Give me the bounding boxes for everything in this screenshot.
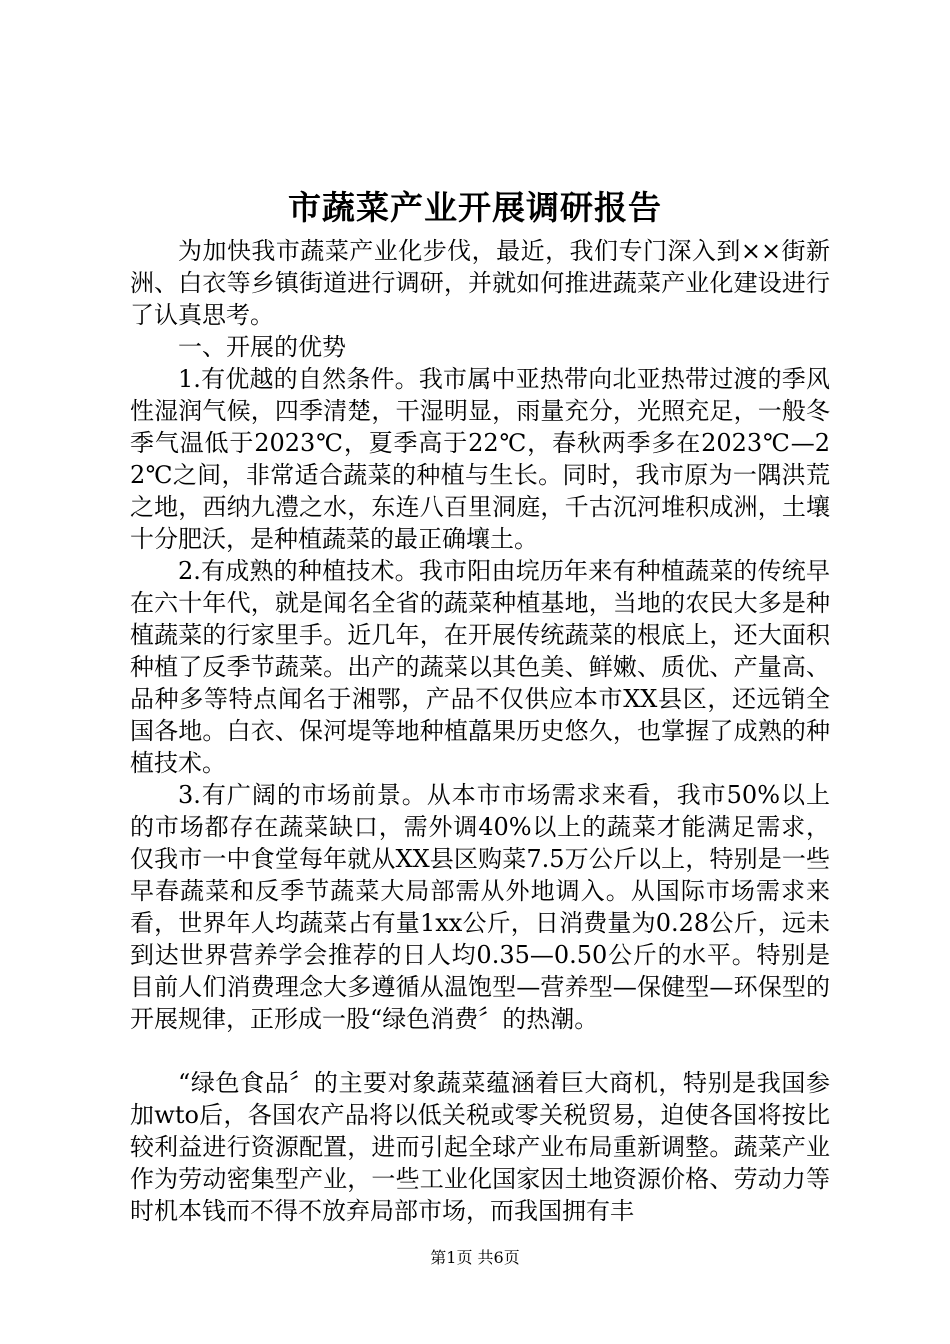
- paragraph-intro: 为加快我市蔬菜产业化步伐，最近，我们专门深入到××街新洲、白衣等乡镇街道进行调研，并就如何推进蔬菜产业化建设进行了认真思考。: [130, 237, 830, 329]
- document-title: 市蔬菜产业开展调研报告: [288, 188, 662, 227]
- document-body: [130, 235, 830, 1227]
- paragraph-natural-conditions: 1.有优越的自然条件。我市属中亚热带向北亚热带过渡的季风性湿润气候，四季清楚，干湿明显，雨量充分，光照充足，一般冬季气温低于2023℃，夏季高于22℃，春秋两季多在2023℃—22℃之间，非常适合蔬菜的种植与生长。同时，我市原为一隅洪荒之地，西纳九澧之水，东连八百里洞庭，千古沉河堆积成洲，土壤十分肥沃，是种植蔬菜的最正确壤土。: [130, 365, 830, 553]
- page-number: 第1页 共6页: [430, 1248, 520, 1267]
- section-heading: 一、开展的优势: [178, 333, 346, 361]
- paragraph-market-prospects: 3.有广阔的市场前景。从本市市场需求来看，我市50%以上的市场都存在蔬菜缺口，需外调40%以上的蔬菜才能满足需求，仅我市一中食堂每年就从XX县区购菜7.5万公斤以上，特别是一些早春蔬菜和反季节蔬菜大局部需从外地调入。从国际市场需求来看，世界年人均蔬菜占有量1xx公斤，日消费量为0.28公斤，远未到达世界营养学会推荐的日人均0.35—0.50公斤的水平。特别是目前人们消费理念大多遵循从温饱型—营养型—保健型—环保型的开展规律，正形成一股“绿色消费〞的热潮。: [130, 781, 830, 1033]
- paragraph-planting-technology: 2.有成熟的种植技术。我市阳由垸历年来有种植蔬菜的传统早在六十年代，就是闻名全省的蔬菜种植基地，当地的农民大多是种植蔬菜的行家里手。近几年，在开展传统蔬菜的根底上，还大面积种植了反季节蔬菜。出产的蔬菜以其色美、鲜嫩、质优、产量高、品种多等特点闻名于湘鄂，产品不仅供应本市XX县区，还远销全国各地。白衣、保河堤等地种植藠果历史悠久，也掌握了成熟的种植技术。: [130, 557, 830, 777]
- paragraph-green-food: “绿色食品〞的主要对象蔬菜蕴涵着巨大商机，特别是我国参加wto后，各国农产品将以低关税或零关税贸易，迫使各国将按比较利益进行资源配置，进而引起全球产业布局重新调整。蔬菜产业作为劳动密集型产业，一些工业化国家因土地资源价格、劳动力等时机本钱而不得不放弃局部市场，而我国拥有丰: [130, 1069, 830, 1225]
